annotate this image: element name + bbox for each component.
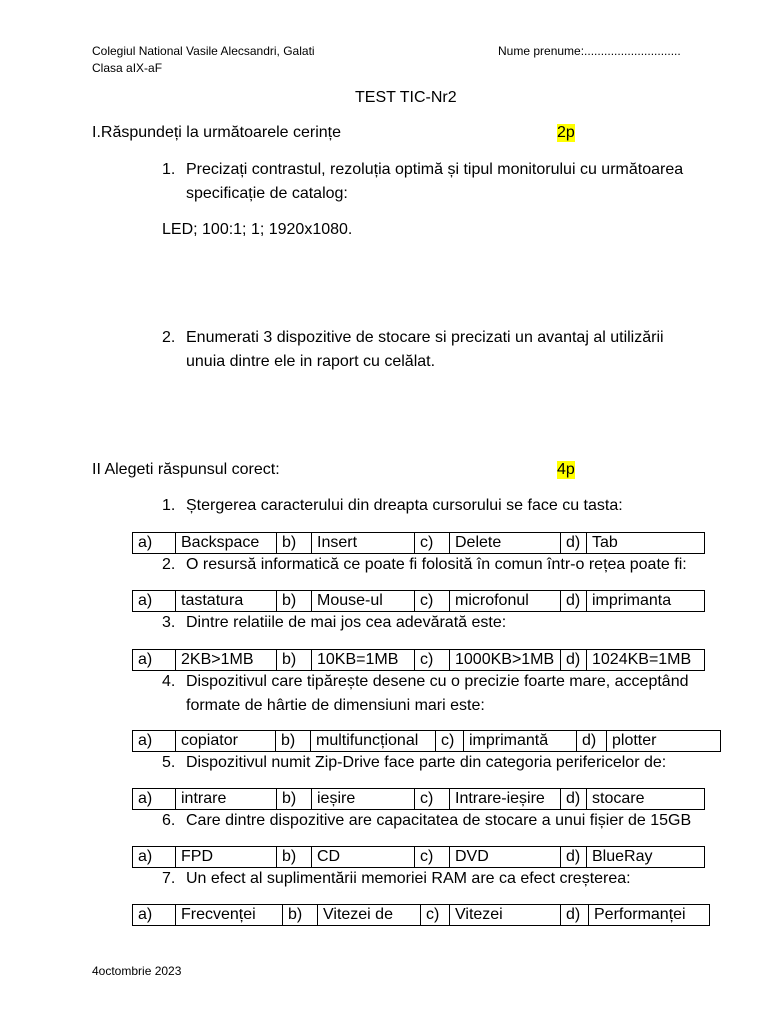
option-text-d[interactable]: BlueRay (587, 847, 705, 868)
option-text-b[interactable]: Vitezei de (318, 905, 421, 926)
s2-q3-text: Dintre relatiile de mai jos cea adevărată este: (186, 614, 507, 631)
option-text-b[interactable]: CD (312, 847, 415, 868)
option-text-b[interactable]: multifuncțional (311, 731, 436, 752)
class-name: Clasa aIX-aF (92, 61, 163, 75)
option-letter-c[interactable]: c) (436, 731, 464, 752)
s2-q7-options (132, 904, 710, 926)
page-title: TEST TIC-Nr2 (355, 89, 457, 106)
option-letter-b[interactable]: b) (276, 731, 311, 752)
option-text-d[interactable]: stocare (587, 789, 705, 810)
s2-q7-number: 7. (162, 870, 176, 887)
option-text-a[interactable]: copiator (176, 731, 276, 752)
s2-q2-text: O resursă informatică ce poate fi folosită în comun într-o rețea poate fi: (186, 556, 687, 573)
s2-q2-options (132, 590, 705, 612)
option-letter-a[interactable]: a) (133, 533, 176, 554)
option-text-b[interactable]: Mouse-ul (312, 591, 415, 612)
option-text-b[interactable]: 10KB=1MB (312, 650, 415, 671)
option-text-c[interactable]: Intrare-ieșire (450, 789, 561, 810)
table-row (133, 789, 705, 810)
option-text-c[interactable]: microfonul (450, 591, 561, 612)
table-row (133, 591, 705, 612)
option-letter-c[interactable]: c) (415, 847, 450, 868)
option-text-a[interactable]: 2KB>1MB (176, 650, 277, 671)
option-letter-b[interactable]: b) (277, 533, 312, 554)
option-letter-c[interactable]: c) (415, 533, 450, 554)
s2-q6-number: 6. (162, 812, 176, 829)
option-letter-b[interactable]: b) (277, 789, 312, 810)
s2-q3-number: 3. (162, 614, 176, 631)
option-text-c[interactable]: 1000KB>1MB (450, 650, 561, 671)
option-text-b[interactable]: Insert (312, 533, 415, 554)
option-text-d[interactable]: Tab (587, 533, 705, 554)
s2-q7-text: Un efect al suplimentării memoriei RAM are ca efect creșterea: (186, 870, 631, 887)
option-letter-d[interactable]: d) (561, 905, 589, 926)
section2-points: 4p (557, 461, 575, 478)
school-name: Colegiul National Vasile Alecsandri, Galati (92, 44, 315, 58)
s1-q1-text: Precizați contrastul, rezoluția optimă și tipul monitorului cu următoarea specificație de catalog: (186, 161, 684, 202)
s2-q4-text: Dispozitivul care tipărește desene cu o precizie foarte mare, acceptând formate de hârtie de dimensiuni mari este: (186, 673, 689, 714)
footer-date: 4octombrie 2023 (92, 964, 182, 978)
option-text-a[interactable]: FPD (176, 847, 277, 868)
s1-q1-spec: LED; 100:1; 1; 1920x1080. (162, 221, 353, 238)
option-letter-a[interactable]: a) (133, 905, 176, 926)
s2-q4-number: 4. (162, 673, 176, 690)
table-row (133, 731, 721, 752)
option-letter-b[interactable]: b) (283, 905, 318, 926)
s1-q1-number: 1. (162, 161, 176, 178)
option-letter-b[interactable]: b) (277, 591, 312, 612)
option-letter-b[interactable]: b) (277, 650, 312, 671)
option-letter-d[interactable]: d) (561, 533, 587, 554)
option-letter-d[interactable]: d) (561, 650, 587, 671)
option-letter-d[interactable]: d) (561, 591, 587, 612)
s2-q3-options (132, 649, 705, 671)
s2-q5-text: Dispozitivul numit Zip-Drive face parte din categoria perifericelor de: (186, 754, 667, 771)
table-row (133, 533, 705, 554)
section1-points: 2p (557, 124, 575, 141)
option-letter-b[interactable]: b) (277, 847, 312, 868)
section1-heading: I.Răspundeți la următoarele cerințe (92, 124, 342, 141)
s2-q6-options (132, 846, 705, 868)
option-letter-c[interactable]: c) (415, 650, 450, 671)
option-text-d[interactable]: 1024KB=1MB (587, 650, 705, 671)
option-letter-a[interactable]: a) (133, 591, 176, 612)
s2-q1-options (132, 532, 705, 554)
option-letter-c[interactable]: c) (415, 591, 450, 612)
option-text-a[interactable]: intrare (176, 789, 277, 810)
option-letter-d[interactable]: d) (561, 789, 587, 810)
option-letter-d[interactable]: d) (561, 847, 587, 868)
option-text-c[interactable]: imprimantă (464, 731, 577, 752)
option-letter-a[interactable]: a) (133, 847, 176, 868)
table-row (133, 650, 705, 671)
option-text-a[interactable]: Frecvenței (176, 905, 283, 926)
option-text-b[interactable]: ieșire (312, 789, 415, 810)
option-text-c[interactable]: DVD (450, 847, 561, 868)
option-text-a[interactable]: tastatura (176, 591, 277, 612)
section2-heading: II Alegeti răspunsul corect: (92, 461, 280, 478)
table-row (133, 847, 705, 868)
option-letter-a[interactable]: a) (133, 789, 176, 810)
option-text-a[interactable]: Backspace (176, 533, 277, 554)
table-row (133, 905, 710, 926)
s2-q5-options (132, 788, 705, 810)
option-text-c[interactable]: Delete (450, 533, 561, 554)
option-letter-c[interactable]: c) (415, 789, 450, 810)
name-field[interactable]: Nume prenume:............................. (498, 44, 681, 58)
s2-q1-text: Ștergerea caracterului din dreapta cursorului se face cu tasta: (186, 497, 623, 514)
s2-q6-text: Care dintre dispozitive are capacitatea de stocare a unui fișier de 15GB (186, 812, 692, 829)
s1-q2-text: Enumerati 3 dispozitive de stocare si precizati un avantaj al utilizării unuia dintre ele in raport cu celălat. (186, 329, 664, 370)
option-letter-a[interactable]: a) (133, 731, 176, 752)
s2-q4-options (132, 730, 721, 752)
s2-q1-number: 1. (162, 497, 176, 514)
option-text-c[interactable]: Vitezei (450, 905, 561, 926)
option-letter-d[interactable]: d) (577, 731, 607, 752)
s1-q2-number: 2. (162, 329, 176, 346)
option-letter-c[interactable]: c) (421, 905, 450, 926)
option-text-d[interactable]: imprimanta (587, 591, 705, 612)
option-text-d[interactable]: Performanței (589, 905, 710, 926)
s2-q2-number: 2. (162, 556, 176, 573)
option-text-d[interactable]: plotter (607, 731, 721, 752)
option-letter-a[interactable]: a) (133, 650, 176, 671)
s2-q5-number: 5. (162, 754, 176, 771)
